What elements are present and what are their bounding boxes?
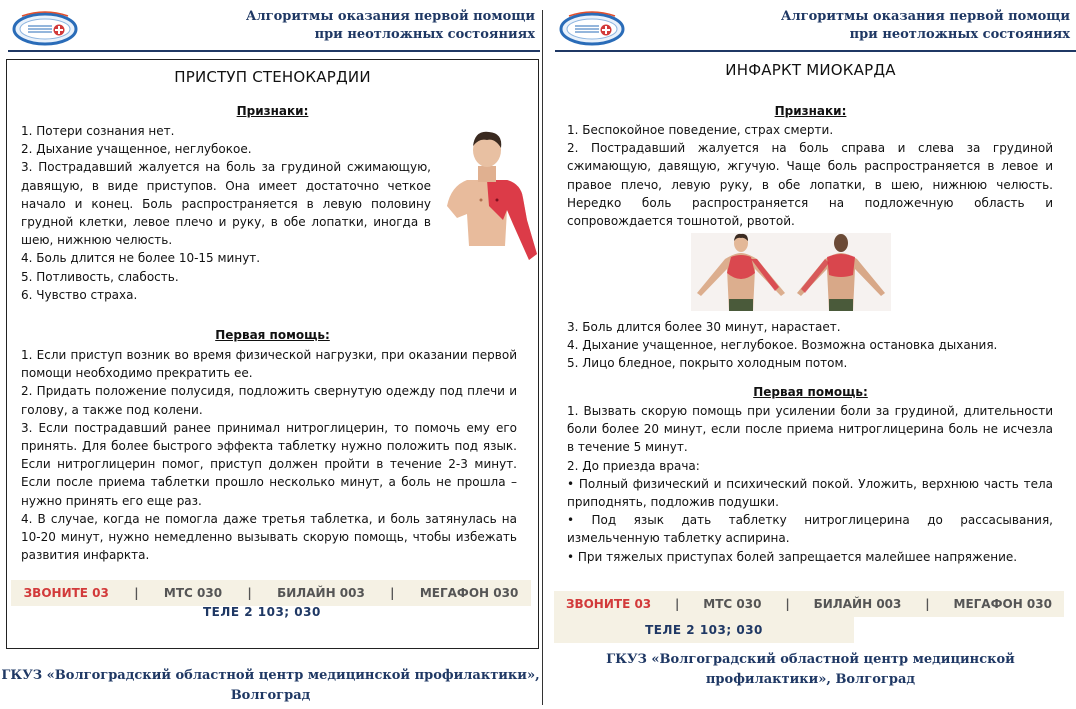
section-title: ИНФАРКТ МИОКАРДА [725,61,896,79]
first-aid-list [567,402,1053,566]
aid-item: 1. Если приступ возник во время физической нагрузки, при оказании первой помощи необходимо прекратить ее. [21,348,517,381]
phone-separator: | [675,597,680,611]
phone-mts: МТС 030 [703,597,762,611]
phone-banner [554,591,1064,617]
sign-item: 5. Потливость, слабость. [21,269,179,284]
sign-item: 3. Боль длится более 30 минут, нарастает. [567,320,841,334]
phone-separator: | [134,586,139,600]
footer-org: ГКУЗ «Волгоградский областной центр медицинской профилактики», Волгоград [606,652,1015,687]
sign-item: 2. Дыхание учащенное, неглубокое. [21,142,252,157]
first-aid-heading: Первая помощь: [753,385,868,399]
sign-item: 3. Пострадавший жалуется на боль за грудиной сжимающую, давящую, в виде приступов. Она имеет достаточно четкое начало и конец. Боль распространяется в левую половину грудной клетки, левое плечо и руку, в обе лопатки, иногда в шею, нижнюю челюсть. [21,160,431,248]
header-title: Алгоритмы оказания первой помощи при неотложных состояниях [780,9,1070,42]
phone-separator: | [785,597,790,611]
aid-item: 3. Если пострадавший ранее принимал нитроглицерин, то помочь ему его принять. Для более быстрого эффекта таблетку нужно положить под язык. Если нитроглицерин помог, приступ должен пройти в течение 2-3 минут. Если после приема таблетки прошло несколько минут, а боль не прошла – нужно принять его еще раз. [21,420,517,508]
signs-list [21,122,431,304]
sign-item: 2. Пострадавший жалуется на боль справа и слева за грудиной сжимающую, давящую, жгучую. Чаще боль распространяется в левое и правое плечо, левую руку, в обе лопатки, в шею, нижнюю челюсть. Нередко боль распространяется на подложечную область и сопровождается тошнотой, рвотой. [567,141,1053,229]
aid-item: • Под язык дать таблетку нитроглицерина до рассасывания, измельченную таблетку аспирина. [567,513,1053,546]
first-aid-heading: Первая помощь: [215,328,330,342]
phone-mts: МТС 030 [163,586,223,600]
aid-item: • Полный физический и психический покой. Уложить, верхнюю часть тела приподнять, подложив подушки. [567,476,1053,510]
header-rule [555,50,1076,52]
phone-tele2: ТЕЛЕ 2 103; 030 [203,605,321,619]
sign-item: 4. Боль длится не более 10-15 минут. [21,251,261,266]
phone-tele2: ТЕЛЕ 2 103; 030 [645,623,763,637]
phone-call-label: ЗВОНИТЕ 03 [23,586,109,600]
footer-org: ГКУЗ «Волгоградский областной центр медицинской профилактики», Волгоград [1,668,540,703]
signs-heading: Признаки: [236,104,309,118]
infarction-leaflet [545,0,1076,709]
phone-separator: | [247,586,252,600]
phone-call-label: ЗВОНИТЕ 03 [565,597,652,611]
sign-item: 5. Лицо бледное, покрыто холодным потом. [567,356,848,371]
signs-list-2 [567,318,1053,373]
signs-heading: Признаки: [774,104,847,118]
sign-item: 1. Потери сознания нет. [21,124,175,138]
phone-separator: | [925,597,930,611]
signs-list [567,121,1053,230]
phone-megafon: МЕГАФОН 030 [953,597,1052,611]
aid-item: 2. До приезда врача: [567,458,700,473]
center-logo-icon [12,8,78,48]
phone-megafon: МЕГАФОН 030 [419,586,519,600]
section-title: ПРИСТУП СТЕНОКАРДИИ [174,68,371,86]
aid-item: 1. Вызвать скорую помощь при усилении боли за грудиной, длительности боли более 20 минут, если после приема нитроглицерина боль не исчезла в течение 5 минут. [567,404,1053,455]
phone-beeline: БИЛАЙН 003 [813,597,902,611]
aid-item: 4. В случае, когда не помогла даже третья таблетка, и боль затянулась на 10-20 минут, нужно немедленно вызывать скорую помощь, чтобы избежать развития инфаркта. [21,511,517,563]
header-rule [8,50,540,52]
phone-banner [11,580,531,606]
sign-item: 1. Беспокойное поведение, страх смерти. [567,123,834,137]
tele2-banner [554,617,854,643]
phone-beeline: БИЛАЙН 003 [277,586,365,600]
content-box [6,59,539,649]
sign-item: 4. Дыхание учащенное, неглубокое. Возможна остановка дыхания. [567,338,998,353]
center-logo-icon [559,8,625,48]
aid-item: • При тяжелых приступах болей запрещается малейшее напряжение. [567,549,1018,564]
header-title: Алгоритмы оказания первой помощи при неотложных состояниях [245,9,535,42]
aid-item: 2. Придать положение полусидя, подложить свернутую одежду под плечи и голову, а также под колени. [21,384,517,417]
first-aid-list [21,346,517,564]
phone-separator: | [390,586,395,600]
page-divider [542,10,543,705]
pain-figures-icon [691,233,891,311]
sign-item: 6. Чувство страха. [21,287,138,302]
pain-figure-icon [437,128,537,268]
